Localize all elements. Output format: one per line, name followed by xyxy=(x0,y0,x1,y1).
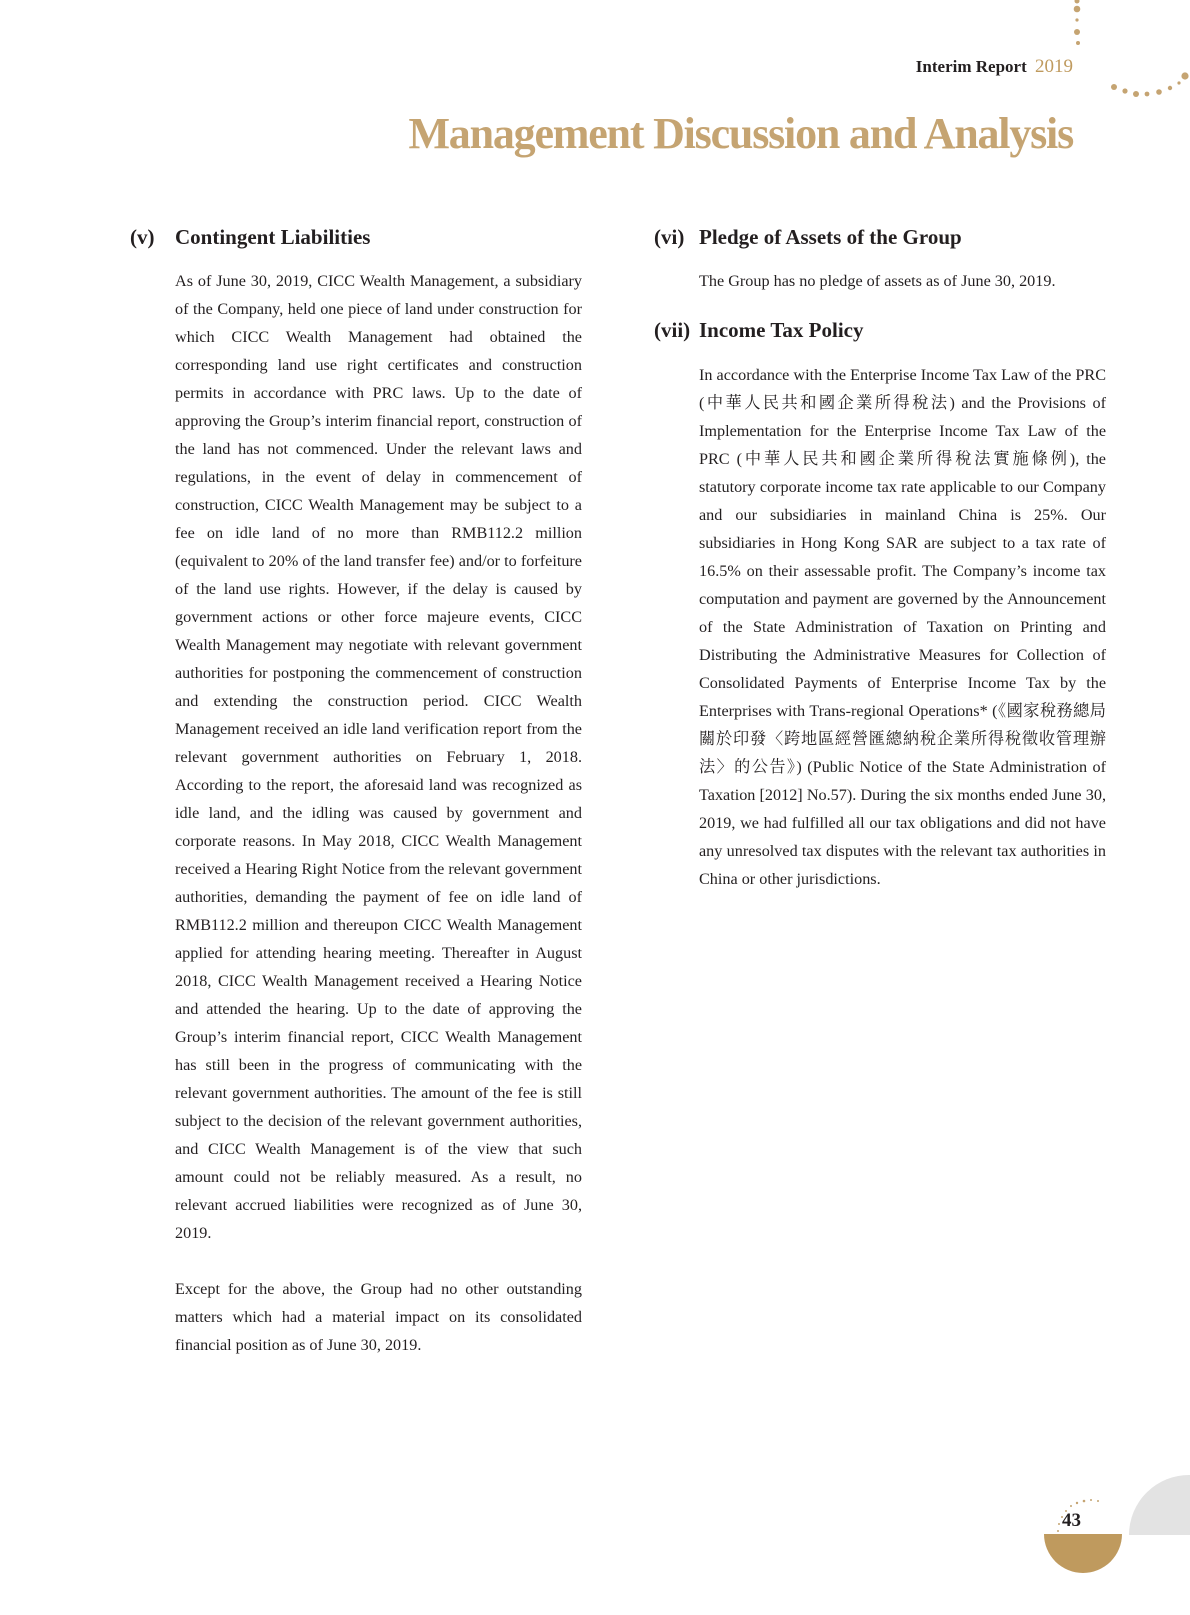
section-heading xyxy=(654,224,1106,251)
paragraph: The Group has no pledge of assets as of June 30, 2019. xyxy=(699,272,1056,291)
right-column xyxy=(654,224,1106,909)
paragraph: Except for the above, the Group had no other outstanding matters which had a material impact on its consolidated financial position as of June 30, 2019. xyxy=(175,1280,582,1355)
report-year: 2019 xyxy=(1035,56,1073,77)
section-title: Pledge of Assets of the Group xyxy=(699,225,962,249)
section-title: Contingent Liabilities xyxy=(175,225,371,249)
paragraph: In accordance with the Enterprise Income Tax Law of the PRC (中華人民共和國企業所得稅法) and the Provisions of Implementation for the Enterprise Income Tax Law of the PRC (中華人民共和國企業所得稅法實施條例), the statutory corporate income tax rate applicable to our Company and our subsidiaries in mainland China is 25%. Our subsidiaries in Hong Kong SAR are subject to a tax rate of 16.5% on their assessable profit. The Company’s income tax computation and payment are governed by the Announcement of the State Administration of Taxation on Printing and Distributing the Administrative Measures for Collection of Consolidated Payments of Enterprise Income Tax by the Enterprises with Trans-regional Operations* (《國家稅務總局關於印發〈跨地區經營匯總納稅企業所得稅徵收管理辦法〉的公告》) (Public Notice of the State Administration of Taxation [2012] No.57). During the six months ended June 30, 2019, we had fulfilled all our tax obligations and did not have any unresolved tax disputes with the relevant tax authorities in China or other jurisdictions. xyxy=(699,365,1106,888)
section-title: Income Tax Policy xyxy=(699,318,864,343)
page-title: Management Discussion and Analysis xyxy=(408,109,1073,158)
page-number: 43 xyxy=(1062,1510,1081,1531)
section-pledge-of-assets xyxy=(654,224,1106,295)
section-number: (vi) xyxy=(654,225,685,249)
section-income-tax-policy xyxy=(654,317,1106,892)
report-label: Interim Report xyxy=(915,57,1027,76)
paragraph: As of June 30, 2019, CICC Wealth Management, a subsidiary of the Company, held one piece of land under construction for which CICC Wealth Management had obtained the corresponding land use right certificates and construction permits in accordance with PRC laws. Up to the date of approving the Group’s interim financial report, construction of the land has not commenced. Under the relevant laws and regulations, in the event of delay in commencement of construction, CICC Wealth Management may be subject to a fee on idle land of no more than RMB112.2 million (equivalent to 20% of the land transfer fee) and/or to forfeiture of the land use rights. However, if the delay is caused by government actions or other force majeure events, CICC Wealth Management may negotiate with relevant government authorities for postponing the commencement of construction and extending the construction period. CICC Wealth Management received an idle land verification report from the relevant government authorities on February 1, 2018. According to the report, the aforesaid land was recognized as idle land, and the idling was caused by government and corporate reasons. In May 2018, CICC Wealth Management received a Hearing Right Notice from the relevant government authorities, demanding the payment of fee on idle land of RMB112.2 million and thereupon CICC Wealth Management applied for attending hearing meeting. Thereafter in August 2018, CICC Wealth Management received a Hearing Notice and attended the hearing. Up to the date of approving the Group’s interim financial report, CICC Wealth Management has still been in the progress of communicating with the relevant government authorities. The amount of the fee is still subject to the decision of the relevant government authorities, and CICC Wealth Management is of the view that such amount could not be reliably measured. As a result, no relevant accrued liabilities were recognized as of June 30, 2019. xyxy=(175,272,582,1243)
report-header xyxy=(916,56,1073,78)
section-contingent-liabilities xyxy=(130,224,582,1359)
section-heading xyxy=(130,224,582,251)
section-number: (vii) xyxy=(654,318,691,343)
section-heading xyxy=(654,317,1106,344)
left-column xyxy=(130,224,582,1376)
dotted-arc-decoration-top xyxy=(1030,0,1190,110)
section-number: (v) xyxy=(130,225,155,249)
